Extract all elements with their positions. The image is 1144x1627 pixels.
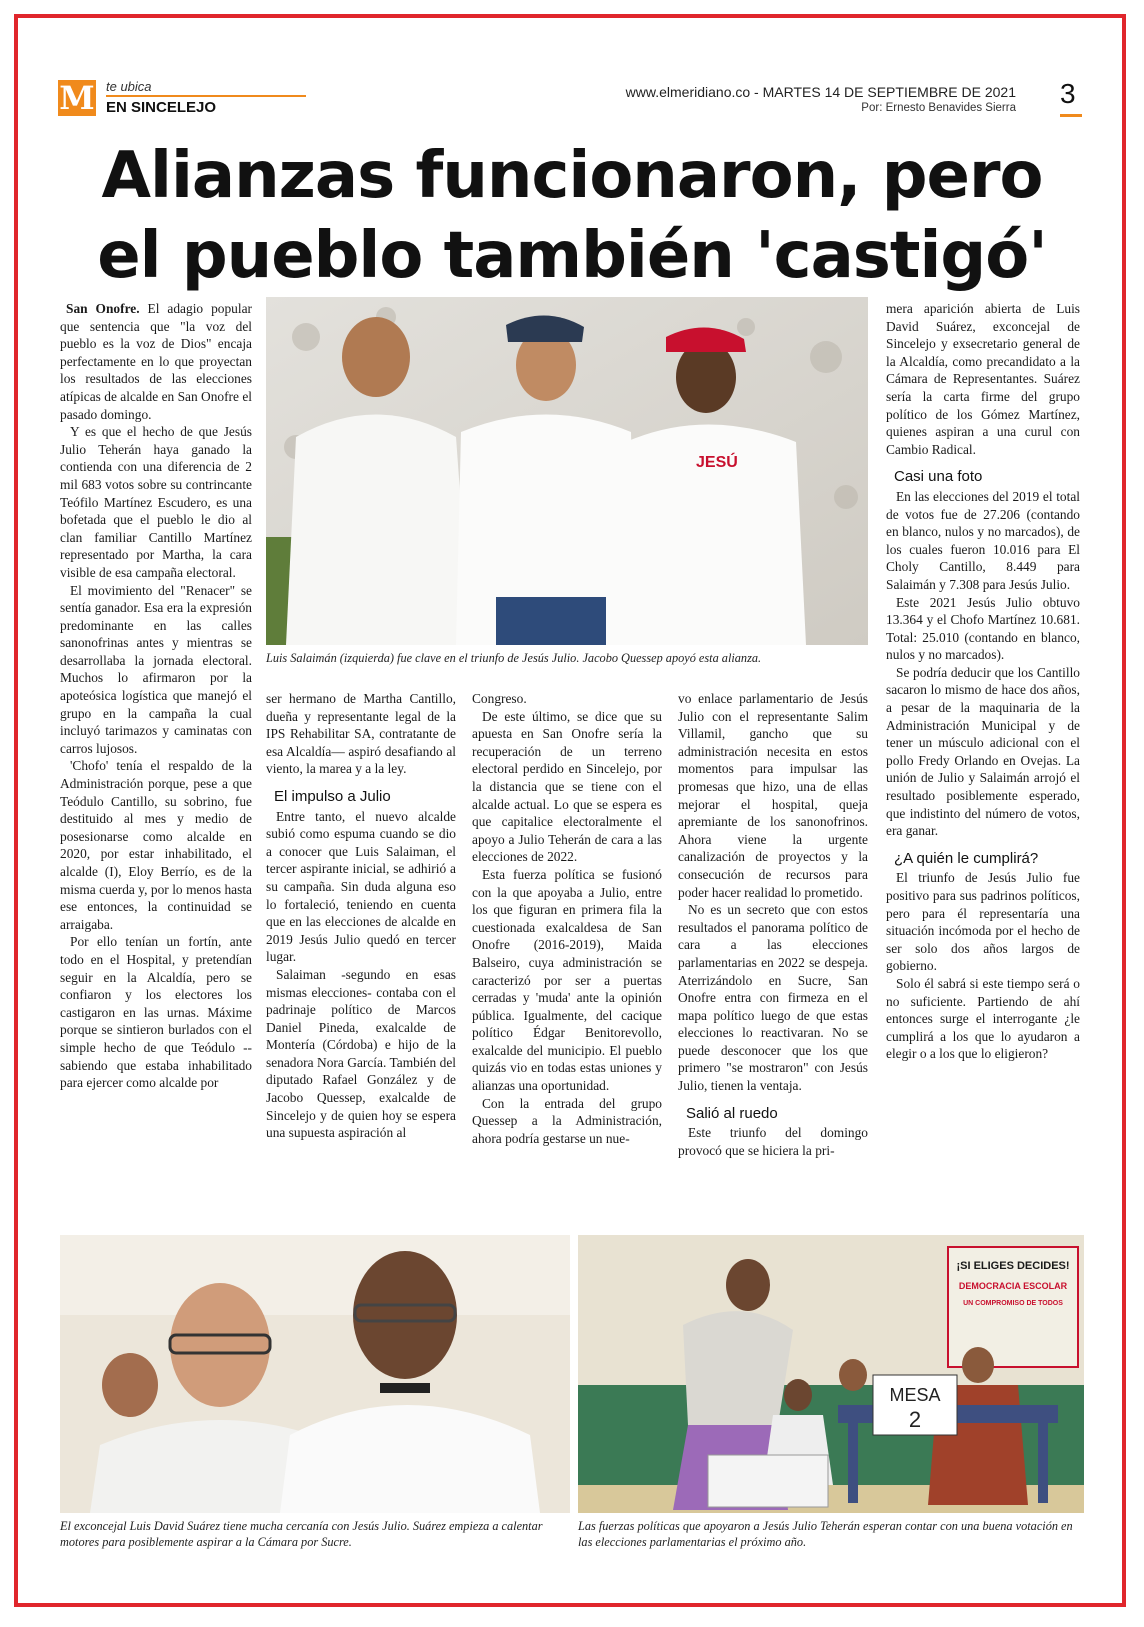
paragraph: Entre tanto, el nuevo alcalde subió como espuma cuando se dio a conocer que Luis Salaiman, el tercer aspirante inicial, se adhirió a su campaña. Sin duda alguna eso lo fortaleció, teniendo en cuenta que en las elecciones de alcalde en 2019 Jesús Julio quedó en tercer lugar.: [266, 808, 456, 965]
page-number-rule: [1060, 114, 1082, 117]
paragraph: El triunfo de Jesús Julio fue positivo para sus padrinos políticos, pero para él representaría una situación incómoda por el hecho de ser solo dos años largos de gobierno.: [886, 870, 1080, 974]
paragraph: ser hermano de Martha Cantillo, dueña y representante legal de la IPS Rehabilitar SA, contratante de esa Alcaldía— aspiró desafiando al viento, la marea y a la ley.: [266, 691, 456, 777]
paragraph: El movimiento del "Renacer" se sentía ganador. Esa era la expresión predominante en las calles sanonofrinas antes y mientras se desarrollaba la jornada electoral. Muchos lo afirmaron por la apoteósica logística que manejó el grupo en la campaña la cual incluyó tarimazos y caminatas con carros lujosos.: [60, 582, 252, 756]
paragraph: mera aparición abierta de Luis David Suárez, exconcejal de Sincelejo y exsecretario general de la Alcaldía, como precandidato a la Cámara de Representantes. Suárez sería la carta firme del grupo político de los Gómez Martínez, quienes aspiran a una curul con Cambio Radical.: [886, 301, 1080, 457]
article-column-1: [60, 300, 252, 1092]
paragraph: Se podría deducir que los Cantillo sacaron lo mismo de hace dos años, a pesar de la maquinaria de la Administración Municipal y de tener un músculo adicional con el pollo Fredy Orlando en Ovejas. La unión de Julio y Salaimán arrojó el resultado posiblemente esperado, que indistinto del número de votos, era ganar.: [886, 664, 1080, 839]
section-name: EN SINCELEJO: [106, 99, 217, 116]
headline-line-1: Alianzas funcionaron, pero: [101, 139, 1043, 213]
section-tagline: te ubica: [106, 79, 152, 94]
dateline-lead: San Onofre.: [66, 301, 140, 316]
paragraph: Este 2021 Jesús Julio obtuvo 13.364 y el Chofo Martínez 10.681. Total: 25.010 (contando en blanco, nulos y no marcados).: [886, 594, 1080, 663]
article-column-4: [678, 690, 868, 1159]
bottom-left-caption: El exconcejal Luis David Suárez tiene mucha cercanía con Jesús Julio. Suárez empieza a calentar motores para posiblemente aspirar a la Cámara por Sucre.: [60, 1519, 543, 1549]
shirt-logo: JESÚ: [696, 454, 738, 471]
paragraph: Con la entrada del grupo Quessep a la Administración, ahora podría gestarse un nue-: [472, 1095, 662, 1146]
paragraph: Este triunfo del domingo provocó que se hiciera la pri-: [678, 1125, 868, 1158]
bottom-right-caption: Las fuerzas políticas que apoyaron a Jesús Julio Teherán esperan contar con una buena votación en las elecciones parlamentarias el próximo año.: [578, 1519, 1073, 1549]
headline-line-2: el pueblo también 'castigó': [97, 219, 1047, 293]
article-column-3: [472, 690, 662, 1147]
mesa-sign-number: 2: [908, 1407, 922, 1432]
subheading: El impulso a Julio: [274, 787, 391, 805]
paragraph: No es un secreto que con estos resultados el panorama político de cara a las elecciones parlamentarias en 2022 se despeja. Aterrizándolo en Sucre, San Onofre entra con firmeza en el mapa político luego de que estas elecciones lo reactivaran. No se puede desconocer que los que primero "se mostraron" con Jesús Julio, tienen la ventaja.: [678, 902, 868, 1094]
paragraph: 'Chofo' tenía el respaldo de la Administración porque, pese a que Teódulo Cantillo, su sobrino, fue destituido al mes y medio de posesionarse como alcalde en 2020, por estar inhabilitado, el alcalde (I), Eloy Berrío, es de la misma cuerda y, por lo menos hasta ese entonces, la continuidad se arraigaba.: [60, 758, 252, 932]
newspaper-logo: M: [59, 79, 95, 117]
paragraph: Por ello tenían un fortín, ante todo en el Hospital, y pretendían seguir en la Alcaldía, pero se confiaron y los electores los castigaron en las urnas. Máxime porque se sintieron burlados con el simple hecho de que Teódulo --sabiendo que estaba inhabilitado para ejercer como alcalde por: [60, 934, 252, 1091]
paragraph: En las elecciones del 2019 el total de votos fue de 27.206 (contando en blanco, nulos y no marcados), de los cuales fueron 10.016 para El Choly Cantillo, 8.449 para Salaimán y 7.308 para Jesús Julio.: [886, 488, 1080, 592]
paragraph: Salaiman -segundo en esas mismas elecciones- contaba con el padrinaje político de Marcos Daniel Pineda, exalcalde de Montería (Córdoba) e hijo de la senadora Nora García. También del diputado Rafael González y de Jacobo Quessep, exalcalde de Sincelejo y de quien hoy se espera una supuesta aspiración al: [266, 966, 456, 1141]
paragraph: Congreso.: [472, 691, 527, 706]
photo-two-men: [60, 1235, 570, 1513]
photo-three-men: [266, 297, 868, 645]
paragraph: Y es que el hecho de que Jesús Julio Teherán haya ganado la contienda con una diferencia de 2 mil 683 votos sobre su contrincante Teófilo Martínez Escudero, es una bofetada que el pueblo le dio al clan familiar Cantillo Martínez representado por Martha, la cara visible de esa campaña electoral.: [60, 424, 252, 580]
paragraph: vo enlace parlamentario de Jesús Julio con el representante Salim Villamil, gancho que su administración necesita en estos momentos para impulsar las promesas que hizo, una de ellas mejorar el hospital, queja apremiante de los sanonofrinos. Ahora viene la urgente canalización de proyectos y la consecución de recursos para poder hacer realidad lo prometido.: [678, 691, 868, 900]
banner-line-3: UN COMPROMISO DE TODOS: [963, 1300, 1063, 1307]
photo-voting-table: [578, 1235, 1084, 1513]
paragraph: Solo él sabrá si este tiempo será o no suficiente. Partiendo de ahí entonces surge el interrogante ¿le cumplirá a los que lo ayudaron a elegir o a los que lo eligieron?: [886, 975, 1080, 1062]
dateline: www.elmeridiano.co - MARTES 14 DE SEPTIEMBRE DE 2021: [625, 84, 1016, 100]
banner-line-1: ¡SI ELIGES DECIDES!: [956, 1260, 1070, 1272]
byline: Por: Ernesto Benavides Sierra: [861, 102, 1016, 114]
header-rule: [106, 95, 306, 97]
headline: [60, 136, 1084, 296]
top-photo-caption: Luis Salaimán (izquierda) fue clave en el triunfo de Jesús Julio. Jacobo Quessep apoyó esta alianza.: [266, 651, 762, 665]
mesa-sign-label: MESA: [889, 1385, 941, 1405]
paragraph: De este último, se dice que su apuesta en San Onofre sería la recuperación de un terreno electoral perdido en Sincelejo, por la distancia que se tiene con el alcalde actual. Lo que se espera es que capitalice electoralmente el apoyo a Julio Teherán de cara a las elecciones de 2022.: [472, 708, 662, 865]
banner-line-2: DEMOCRACIA ESCOLAR: [958, 1281, 1068, 1291]
subheading: Salió al ruedo: [686, 1104, 778, 1122]
page-number: 3: [1060, 78, 1076, 109]
article-column-2: [266, 690, 456, 1142]
paragraph: San Onofre. El adagio popular que sentencia que "la voz del pueblo es la voz de Dios" encaja perfectamente en lo que proyectan los resultados de las elecciones atípicas de alcalde en San Onofre el pasado domingo.: [60, 301, 252, 422]
subheading: Casi una foto: [894, 468, 983, 486]
article-column-5: [886, 300, 1080, 1063]
subheading: ¿A quién le cumplirá?: [894, 849, 1039, 867]
paragraph: Esta fuerza política se fusionó con la que apoyaba a Julio, entre los que figuran en primera fila la cuestionada exalcaldesa de San Onofre (2016-2019), Maida Balseiro, cuya administración se caracterizó por ser a puertas cerradas y 'muda' ante la opinión pública. Igualmente, del cacique político Édgar Benitorevollo, exalcalde del municipio. El pueblo quizás vio en todas estas uniones y alianzas una oportunidad.: [472, 866, 662, 1094]
